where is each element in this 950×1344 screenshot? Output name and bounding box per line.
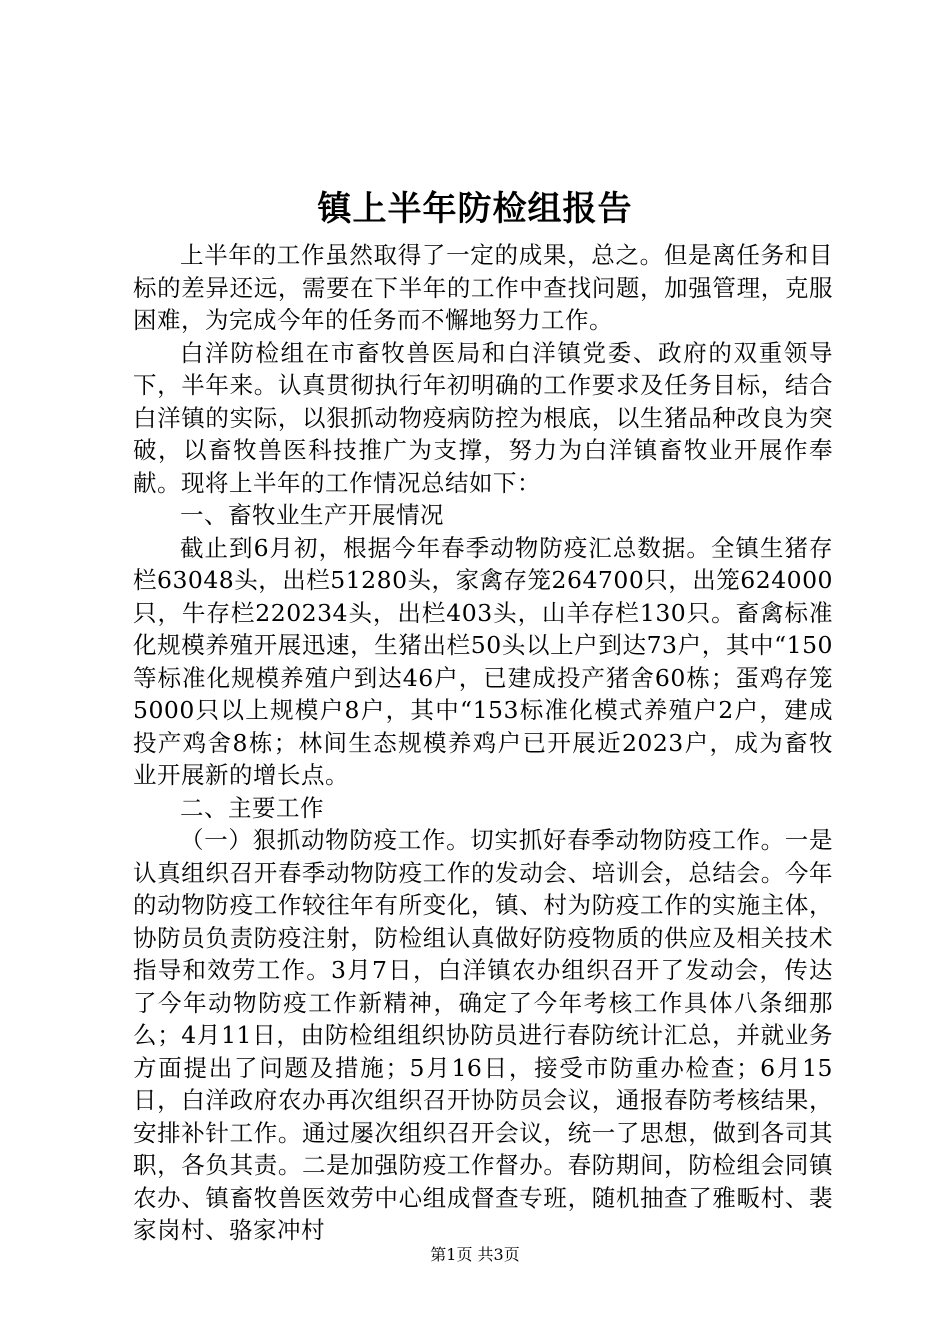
page-number: 第1页 共3页 [430,1245,520,1264]
paragraph-intro: 上半年的工作虽然取得了一定的成果，总之。但是离任务和目标的差异还远，需要在下半年的工作中查找问题，加强管理，克服困难，为完成今年的任务而不懈地努力工作。 [133,241,833,334]
section-heading-1: 一、畜牧业生产开展情况 [180,501,444,529]
paragraph-overview: 白洋防检组在市畜牧兽医局和白洋镇党委、政府的双重领导下，半年来。认真贯彻执行年初明确的工作要求及任务目标，结合白洋镇的实际，以狠抓动物疫病防控为根底，以生猪品种改良为突破，以畜牧兽医科技推广为支撑，努力为白洋镇畜牧业开展作奉献。现将上半年的工作情况总结如下： [133,338,833,497]
paragraph-epidemic-prevention: （一）狠抓动物防疫工作。切实抓好春季动物防疫工作。一是认真组织召开春季动物防疫工作的发动会、培训会，总结会。今年的动物防疫工作较往年有所变化，镇、村为防疫工作的实施主体，协防员负责防疫注射，防检组认真做好防疫物质的供应及相关技术指导和效劳工作。3月7日，白洋镇农办组织召开了发动会，传达了今年动物防疫工作新精神，确定了今年考核工作具体八条细那么；4月11日，由防检组组织协防员进行春防统计汇总，并就业务方面提出了问题及措施；5月16日，接受市防重办检查；6月15日，白洋政府农办再次组织召开协防员会议，通报春防考核结果，安排补针工作。通过屡次组织召开会议，统一了思想，做到各司其职，各负其责。二是加强防疫工作督办。春防期间，防检组会同镇农办、镇畜牧兽医效劳中心组成督查专班，随机抽查了雅畈村、裴家岗村、骆家冲村 [133,826,833,1244]
document-title: 镇上半年防检组报告 [317,189,633,229]
paragraph-production: 截止到6月初，根据今年春季动物防疫汇总数据。全镇生猪存栏63048头，出栏51280头，家禽存笼264700只，出笼624000只，牛存栏220234头，出栏403头，山羊存栏130只。畜禽标准化规模养殖开展迅速，生猪出栏50头以上户到达73户，其中“150等标准化规模养殖户到达46户，已建成投产猪舍60栋；蛋鸡存笼5000只以上规模户8户，其中“153标准化模式养殖户2户，建成投产鸡舍8栋；林间生态规模养鸡户已开展近2023户，成为畜牧业开展新的增长点。 [133,533,833,789]
section-heading-2: 二、主要工作 [180,793,324,822]
document-body [133,239,833,1247]
